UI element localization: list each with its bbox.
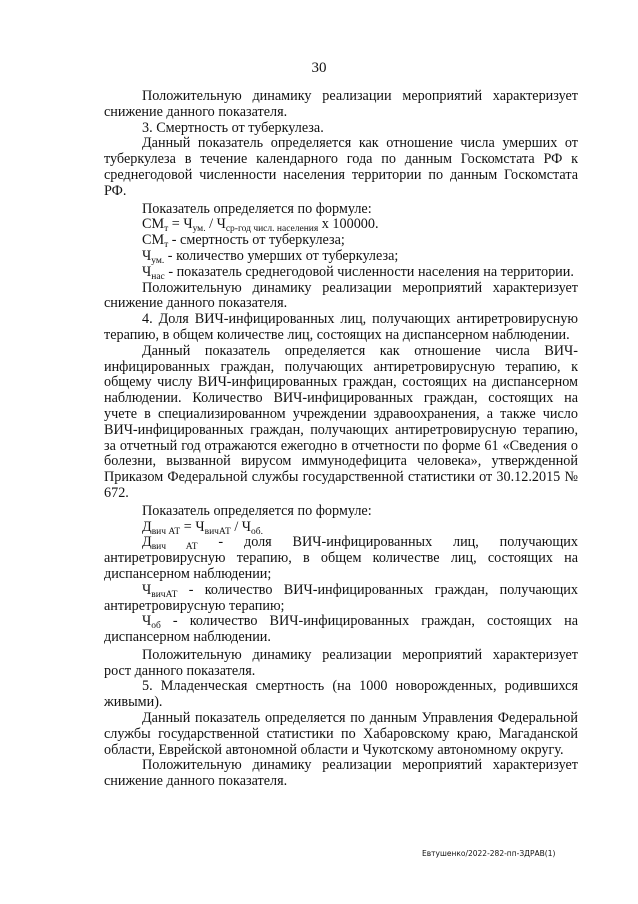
formula-2-def-2: $Ч_{вичАТ}$ - количество ВИЧ-инфицированных граждан, получающих антиретровирусную терапию; [104,581,578,614]
page-number: 30 [311,60,327,76]
formula-2-intro: Показатель определяется по формуле: [142,502,372,519]
formula-1-intro: Показатель определяется по формуле: [142,200,372,217]
formula-2-def-3: $Ч_{об}$ - количество ВИЧ-инфицированных граждан, состоящих на диспансерном наблюдении. [104,613,578,646]
formula-1-def-3: $Ч_{нас}$ - показатель среднегодовой численности населения на территории. [142,263,574,282]
formula-2: $Д_{вич АТ} = Ч_{вичАТ} / Ч_{об.}$ [142,518,263,537]
section-3-paragraph: Данный показатель определяется как отношение числа умерших от туберкулеза в течение календарного года по данным Госкомстата РФ к среднегодовой численности населения территории по данным Госкомстата РФ. [104,135,578,199]
formula-1: $СМ_т = Ч_{ум.} / Ч_{ср-год числ. населения}$ x 100000. [142,216,379,235]
section-5-paragraph: Данный показатель определяется по данным Управления Федеральной службы государственной статистики по Хабаровскому краю, Магаданской области, Еврейской автономной области и Чукотскому автономному округу. [104,710,578,758]
formula-2-def-1: $Д_{вич АТ}$ - доля ВИЧ-инфицированных лиц, получающих антиретровирусную терапию, в общем количестве лиц, состоящих на диспансерном наблюдении; [104,534,578,582]
section-4-heading: 4. Доля ВИЧ-инфицированных лиц, получающих антиретровирусную терапию, в общем количестве лиц, состоящих на диспансерном наблюдении. [104,311,578,343]
section-4-paragraph: Данный показатель определяется как отношение числа ВИЧ- инфицированных граждан, получающих антиретровирусную терапию, к общему числу ВИЧ-инфицированных граждан, состоящих на диспансерном наблюдении. Количество ВИЧ-инфицированных граждан, состоящих на учете в специализированном учреждении здравоохранения, а также число ВИЧ-инфицированных граждан, получающих антиретровирусную терапию, за отчетный год отражаются ежегодно в отчетности по форме 61 «Сведения о болезни, вызванной вирусом иммунодефицита человека», утвержденной Приказом Федеральной службы государственной статистики от 30.12.2015 № 672. [104,342,578,501]
paragraph-positive-dynamics-3: Положительную динамику реализации мероприятий характеризует рост данного показателя. [104,646,578,679]
paragraph-positive-dynamics-1: Положительную динамику реализации мероприятий характеризует снижение данного показателя. [104,88,578,120]
document-body [104,89,578,790]
paragraph-positive-dynamics-4: Положительную динамику реализации мероприятий характеризует снижение данного показателя. [104,757,578,790]
section-3-heading: 3. Смертность от туберкулеза. [142,119,324,136]
paragraph-positive-dynamics-2: Положительную динамику реализации мероприятий характеризует снижение данного показателя. [104,279,578,312]
section-5-heading: 5. Младенческая смертность (на 1000 новорожденных, родившихся живыми). [104,678,578,711]
formula-1-def-1: $СМ_т$ - смертность от туберкулеза; [142,232,345,251]
document-footer-code: Евтушенко/2022-282-пп-ЗДРАВ(1) [422,849,556,858]
formula-1-def-2: $Ч_{ум.}$ - количество умерших от туберкулеза; [142,247,399,266]
